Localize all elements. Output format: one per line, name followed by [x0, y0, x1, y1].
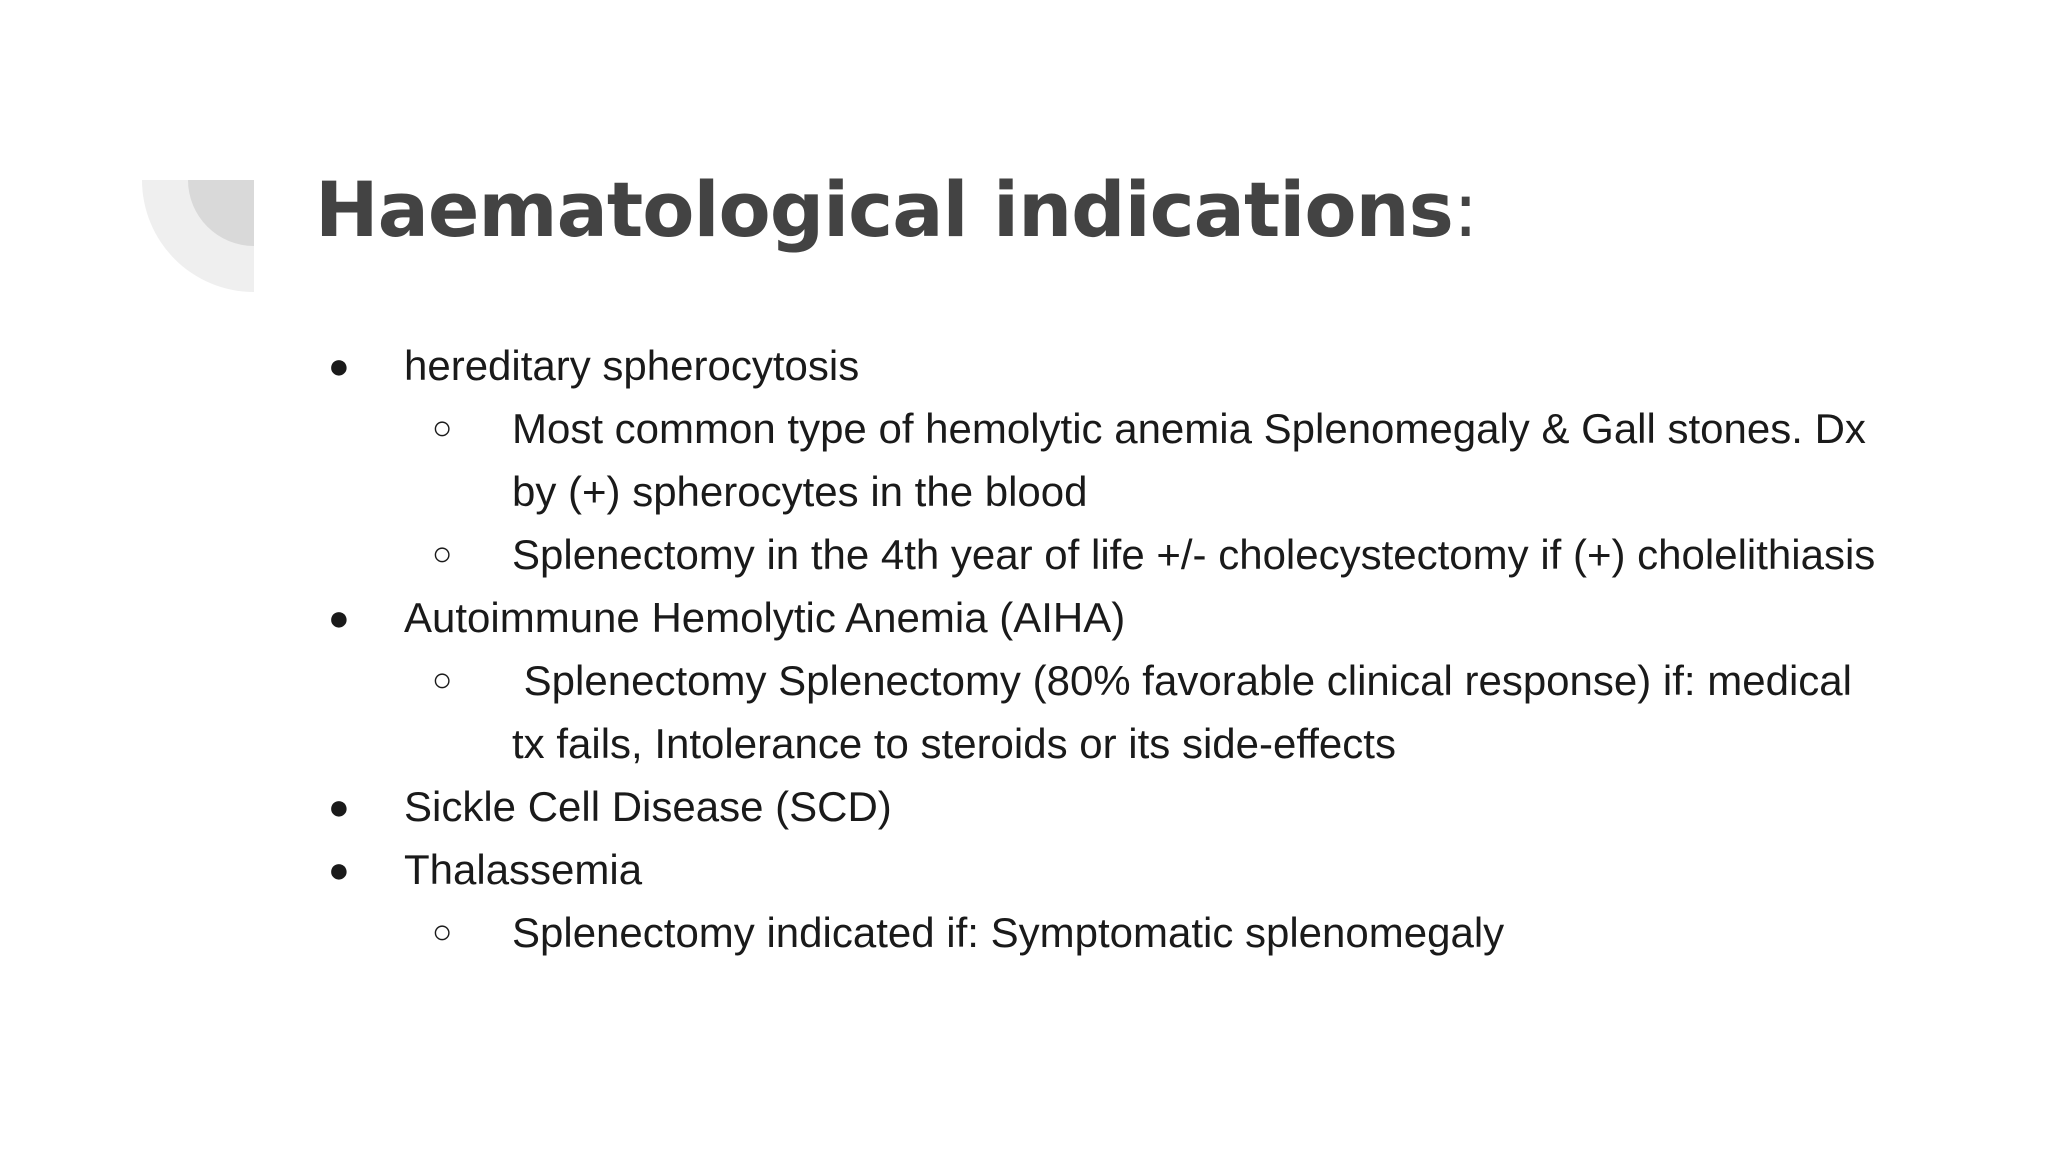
list-item-text: Autoimmune Hemolytic Anemia (AIHA) — [404, 594, 1126, 641]
list-item — [320, 775, 1880, 838]
sub-list-item-text: Splenectomy Splenectomy (80% favorable clinical response) if: medical tx fails, Intolerance to steroids or its side-effects — [512, 657, 1864, 767]
sub-list-item-text: Most common type of hemolytic anemia Splenomegaly & Gall stones. Dx by (+) spherocytes in the blood — [512, 405, 1866, 515]
sub-list-item-text: Splenectomy in the 4th year of life +/- cholecystectomy if (+) cholelithiasis — [512, 531, 1876, 578]
slide-title — [315, 158, 1478, 262]
sub-bullet-marker: ○ — [432, 535, 453, 573]
sub-bullet-marker: ○ — [432, 661, 453, 699]
list-item-text: Thalassemia — [404, 846, 643, 893]
sub-bullet-marker: ○ — [432, 409, 453, 447]
bullet-marker: ● — [328, 597, 350, 638]
sub-bullet-marker: ○ — [432, 913, 453, 951]
sub-list-item-text: Splenectomy indicated if: Symptomatic splenomegaly — [512, 909, 1505, 956]
bullet-marker: ● — [328, 849, 350, 890]
title-colon: : — [1452, 165, 1478, 254]
bullet-marker: ● — [328, 345, 350, 386]
sub-list-item — [320, 523, 1880, 586]
sub-list-item — [320, 901, 1880, 964]
list-item — [320, 334, 1880, 397]
list-item — [320, 838, 1880, 901]
bullet-marker: ● — [328, 786, 350, 827]
sub-list-item — [320, 649, 1880, 775]
corner-decoration — [142, 180, 254, 292]
bullet-list — [320, 334, 1880, 964]
list-item-text: hereditary spherocytosis — [404, 342, 860, 389]
title-text: Haematological indications — [315, 165, 1453, 254]
list-item — [320, 586, 1880, 649]
list-item-text: Sickle Cell Disease (SCD) — [404, 783, 892, 830]
sub-list-item — [320, 397, 1880, 523]
